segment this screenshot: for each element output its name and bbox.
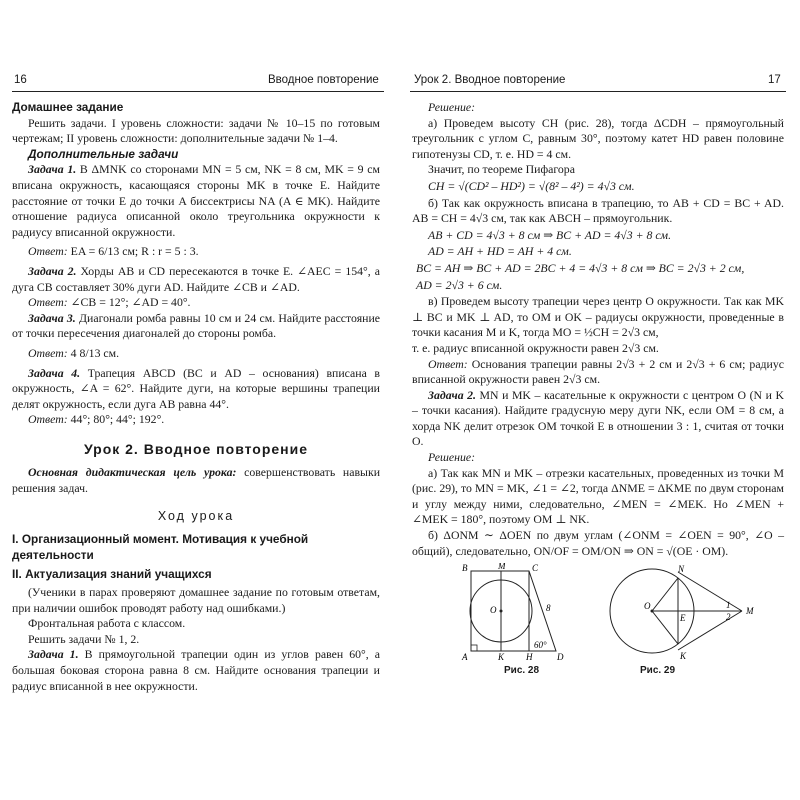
goal-label: Основная дидактическая цель урока: xyxy=(28,465,237,480)
right-answer xyxy=(412,357,784,388)
task-2 xyxy=(12,264,380,295)
fig28-label-h: H xyxy=(526,652,533,663)
task-1b xyxy=(12,647,380,694)
task-3 xyxy=(12,311,380,342)
answer-label: Ответ: xyxy=(28,412,68,427)
header-rule-right xyxy=(410,91,786,92)
extra-tasks-heading: Дополнительные задачи xyxy=(28,146,179,161)
fig29-label-1: 1 xyxy=(726,600,731,611)
right-answer-value: Основания трапеции равны 2√3 + 2 см и 2√3 + 6 см; радиус вписанной окружности равен 2√3 см. xyxy=(412,356,785,387)
equation-b2: AD = AH + HD = AH + 4 см. xyxy=(428,244,572,259)
fig28-label-8: 8 xyxy=(546,603,551,614)
task-1b-label: Задача 1. xyxy=(28,647,79,662)
task-2-answer xyxy=(12,295,380,311)
running-head-right: Урок 2. Вводное повторение xyxy=(414,74,566,86)
tangent-mn xyxy=(678,572,742,611)
figure-29-caption: Рис. 29 xyxy=(640,665,676,677)
task-2-right xyxy=(412,388,784,450)
fig28-label-b: B xyxy=(462,563,468,574)
task-4-text: Трапеция ABCD (BC и AD – основания) вписана в окружность, ∠A = 62°. Найдите дуги, на которые вершины трапеции делят окружность, если дуга AB равна 44°. xyxy=(12,365,381,411)
homework-text: Решить задачи. I уровень сложности: задачи № 10–15 по готовым чертежам; II уровень сложности: дополнительные задачи № 1–4. xyxy=(12,115,380,146)
goal-text: совершенствовать навыки решения задач. xyxy=(12,465,381,496)
task-4-answer-value: 44°; 80°; 44°; 192°. xyxy=(70,412,165,427)
task-4 xyxy=(12,366,380,413)
answer-label: Ответ: xyxy=(28,345,68,360)
task-3-answer-value: 4 8/13 см. xyxy=(70,345,120,360)
task-2-text: Хорды AB и CD пересекаются в точке E. ∠AEC = 154°, а дуга CB составляет 30% дуги AD. Найдите ∠CB и ∠AD. xyxy=(12,263,380,294)
figure-28-caption: Рис. 28 xyxy=(504,665,540,677)
task-3-text: Диагонали ромба равны 10 см и 24 см. Найдите расстояние от точки пересечения диагоналей до стороны ромба. xyxy=(12,310,380,341)
fig29-label-m: M xyxy=(746,606,754,617)
task-2-right-text: MN и MK – касательные к окружности с центром O (N и K – точки касания). Найдите градусную меру дуги NK, если OM = 8 см, а хорда NK делит отрезок OM точкой E в отношении 3 : 1, считая от точки O. xyxy=(412,387,784,449)
fig29-label-e: E xyxy=(680,613,686,624)
section-2-paragraph-1: (Ученики в парах проверяют домашнее задание по готовым ответам, при наличии ошибок проводят работу над ошибками.) xyxy=(12,585,380,615)
task-1-answer-value: EA = 6/13 см; R : r = 5 : 3. xyxy=(70,244,199,259)
equation-b3: BC = AH ⇒ BC + AD = 2BC + 4 = 4√3 + 8 см ⇒ BC = 2√3 + 2 см, xyxy=(416,260,745,275)
fig29-label-n: N xyxy=(678,564,685,575)
task-1-answer xyxy=(12,244,380,260)
section-2-paragraph-2: Фронтальная работа с классом. xyxy=(28,616,186,631)
solution-v-2: т. е. радиус вписанной окружности равен 2√3 см. xyxy=(412,340,659,355)
fig28-label-k: K xyxy=(498,652,505,663)
solution-v: в) Проведем высоту трапеции через центр O окружности. Так как MK ⊥ BC и MK ⊥ AD, то OM и OK – радиусы окружности, проведенные в точки касания M и K, тогда MO = ½CH = 2√3 см, xyxy=(412,294,784,340)
fig28-label-c: C xyxy=(532,563,539,574)
running-head-left: Вводное повторение xyxy=(268,74,379,86)
task-2-right-label: Задача 2. xyxy=(428,387,476,402)
fig29-label-o: O xyxy=(644,601,651,612)
answer-label: Ответ: xyxy=(28,295,68,310)
left-page xyxy=(12,100,380,694)
task-1 xyxy=(12,162,380,240)
fig28-label-o: O xyxy=(490,605,497,616)
fig29-label-k: K xyxy=(680,651,687,662)
solution-2a: а) Так как MN и MK – отрезки касательных, проведенных из точки M (рис. 29), то MN = MK, ∠1 = ∠2, тогда ΔNME = ΔKME по двум сторонам и углу между ними, следовательно, ∠MEN = ∠MEK. Но ∠MEN + ∠MEK = 180°, поэтому OM ⊥ NK. xyxy=(412,465,784,527)
lesson-title: Урок 2. Вводное повторение xyxy=(83,440,309,457)
radius-ok xyxy=(652,611,678,644)
task-3-answer xyxy=(12,346,380,362)
fig29-label-2: 2 xyxy=(726,612,731,623)
right-angle-a xyxy=(471,645,477,651)
right-page xyxy=(412,100,785,677)
solution-a: а) Проведем высоту CH (рис. 28), тогда ΔCDH – прямоугольный треугольник с углом C, равным 30°, поэтому катет HD равен половине гипотенузы CD, т. е. HD = 4 см. xyxy=(412,115,784,161)
answer-label: Ответ: xyxy=(428,356,468,371)
answer-label: Ответ: xyxy=(28,244,68,259)
tangent-mk xyxy=(678,611,742,650)
task-2-label: Задача 2. xyxy=(28,263,77,278)
fig28-label-60: 60° xyxy=(534,640,547,651)
task-1b-text: В прямоугольной трапеции один из углов равен 60°, а большая боковая сторона равна 8 см. Найдите основания трапеции и радиус вписанной в нее окружности. xyxy=(12,647,381,693)
task-4-label: Задача 4. xyxy=(28,365,81,380)
radius-on xyxy=(652,578,678,611)
figure-29 xyxy=(602,563,772,663)
fig28-label-d: D xyxy=(557,652,564,663)
figures xyxy=(412,563,784,677)
task-1-text: В ΔMNK со сторонами MN = 5 см, NK = 8 см, MK = 9 см вписана окружность, касающаяся стороны MK в точке E. Найдите расстояние от точки E до точки A биссектрисы NA (A ∈ MK). Найдите отношение радиуса описанной около треугольника окружности к радиусу вписанной окружности. xyxy=(12,162,380,239)
section-2-paragraph-3: Решить задачи № 1, 2. xyxy=(28,631,140,646)
center-o-point xyxy=(651,610,654,613)
fig28-label-a: A xyxy=(462,652,468,663)
solution-2b: б) ΔONM ∼ ΔOEN по двум углам (∠ONM = ∠OEN = 90°, ∠O – общий), следовательно, ON/OF = OM/ON ⇒ ON = √(OE · OM). xyxy=(412,528,784,558)
equation-b4: AD = 2√3 + 6 см. xyxy=(416,277,503,292)
equation-ch: CH = √(CD² – HD²) = √(8² – 4²) = 4√3 см. xyxy=(428,178,635,193)
header-rule-left xyxy=(12,91,384,92)
section-1-heading: I. Организационный момент. Мотивация к учебной деятельности xyxy=(12,532,309,562)
equation-b1: AB + CD = 4√3 + 8 см ⇒ BC + AD = 4√3 + 8 см. xyxy=(428,227,672,242)
lesson-goal xyxy=(12,465,380,496)
fig28-label-m: M xyxy=(498,563,506,572)
task-1-label: Задача 1. xyxy=(28,162,77,177)
task-3-label: Задача 3. xyxy=(28,310,76,325)
solution-label: Решение: xyxy=(428,100,476,114)
page-number-right: 17 xyxy=(768,74,781,86)
solution-b: б) Так как окружность вписана в трапецию, то AB + CD = BC + AD. AB = CH = 4√3 см, так как ABCH – прямоугольник. xyxy=(412,195,784,226)
figure-28 xyxy=(456,563,606,663)
course-heading: Ход урока xyxy=(157,508,235,523)
solution-2-label: Решение: xyxy=(428,450,476,465)
homework-heading: Домашнее задание xyxy=(12,100,124,114)
task-2-answer-value: ∠CB = 12°; ∠AD = 40°. xyxy=(70,295,191,310)
page-number-left: 16 xyxy=(14,74,27,86)
section-2-heading: II. Актуализация знаний учащихся xyxy=(12,567,212,582)
center-o xyxy=(500,610,503,613)
pythagoras-text: Значит, по теореме Пифагора xyxy=(428,162,575,177)
task-4-answer xyxy=(12,412,380,428)
